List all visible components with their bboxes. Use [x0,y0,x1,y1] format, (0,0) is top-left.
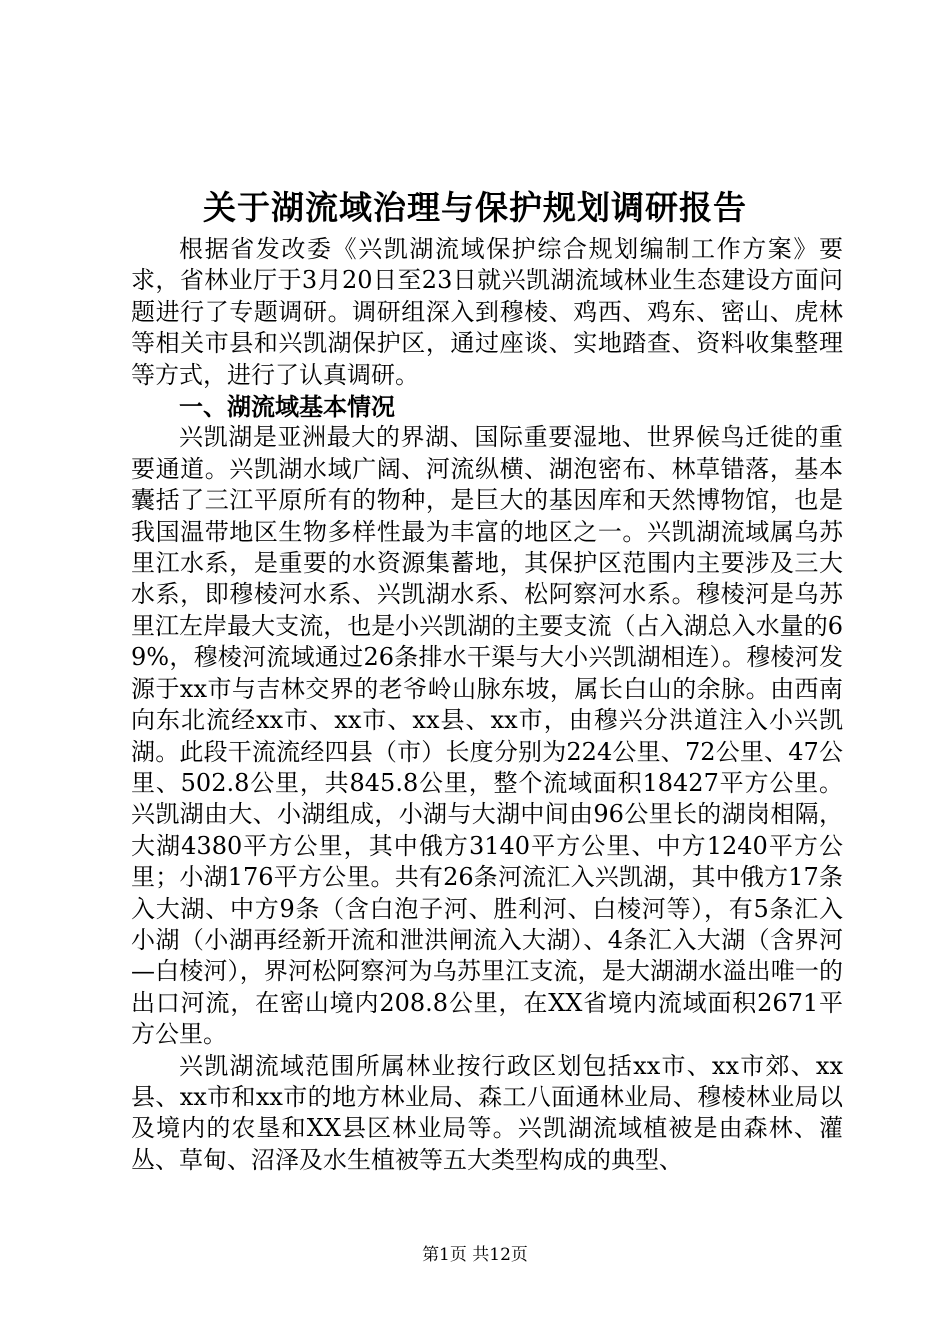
paragraph-basic-info: 兴凯湖是亚洲最大的界湖、国际重要湿地、世界候鸟迁徙的重要通道。兴凯湖水域广阔、河流纵横、湖泡密布、林草错落，基本囊括了三江平原所有的物种，是巨大的基因库和天然博物馆，也是我国温带地区生物多样性最为丰富的地区之一。兴凯湖流域属乌苏里江水系，是重要的水资源集蓄地，其保护区范围内主要涉及三大水系，即穆棱河水系、兴凯湖水系、松阿察河水系。穆棱河是乌苏里江左岸最大支流，也是小兴凯湖的主要支流（占入湖总入水量的69%，穆棱河流域通过26条排水干渠与大小兴凯湖相连）。穆棱河发源于xx市与吉林交界的老爷岭山脉东坡，属长白山的余脉。由西南向东北流经xx市、xx市、xx县、xx市，由穆兴分洪道注入小兴凯湖。此段干流流经四县（市）长度分别为224公里、72公里、47公里、502.8公里，共845.8公里，整个流域面积18427平方公里。兴凯湖由大、小湖组成，小湖与大湖中间由96公里长的湖岗相隔，大湖4380平方公里，其中俄方3140平方公里、中方1240平方公里；小湖176平方公里。共有26条河流汇入兴凯湖，其中俄方17条入大湖、中方9条（含白泡子河、胜利河、白棱河等），有5条汇入小湖（小湖再经新开流和泄洪闸流入大湖）、4条汇入大湖（含界河—白棱河），界河松阿察河为乌苏里江支流，是大湖湖水溢出唯一的出口河流，在密山境内208.8公里，在XX省境内流域面积2671平方公里。 [131,423,843,1049]
page-number-footer: 第1页 共12页 [422,1245,528,1265]
paragraph-intro: 根据省发改委《兴凯湖流域保护综合规划编制工作方案》要求，省林业厅于3月20日至23日就兴凯湖流域林业生态建设方面问题进行了专题调研。调研组深入到穆棱、鸡西、鸡东、密山、虎林等相关市县和兴凯湖保护区，通过座谈、实地踏查、资料收集整理等方式，进行了认真调研。 [131,235,843,389]
document-title: 关于湖流域治理与保护规划调研报告 [203,188,747,227]
section-heading: 一、湖流域基本情况 [179,392,395,422]
paragraph-forestry: 兴凯湖流域范围所属林业按行政区划包括xx市、xx市郊、xx县、xx市和xx市的地方林业局、森工八面通林业局、穆棱林业局以及境内的农垦和XX县区林业局等。兴凯湖流域植被是由森林、灌丛、草甸、沼泽及水生植被等五大类型构成的典型、 [131,1051,843,1174]
document-body [131,234,843,1176]
